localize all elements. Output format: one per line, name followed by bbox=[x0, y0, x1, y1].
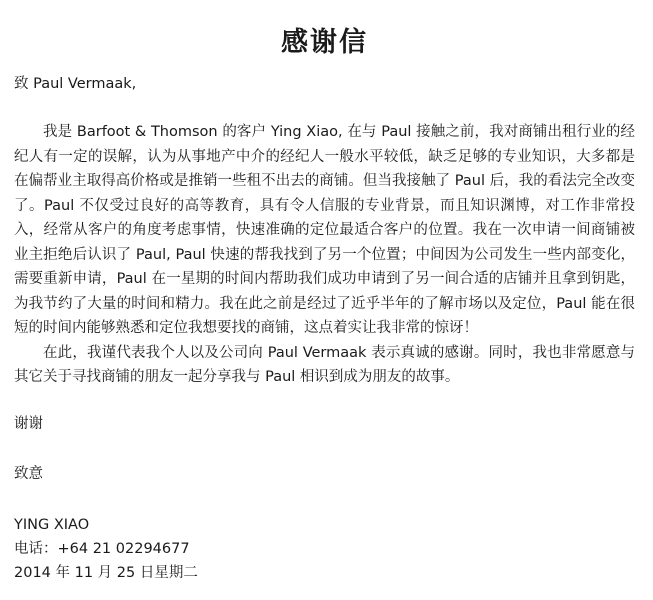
signature-name: YING XIAO bbox=[14, 516, 90, 533]
salutation: 致 Paul Vermaak, bbox=[14, 76, 137, 92]
closing-thanks: 谢谢 bbox=[14, 415, 43, 432]
letter-date: 2014 年 11 月 25 日星期二 bbox=[14, 564, 198, 581]
phone-number: 电话：+64 21 02294677 bbox=[14, 540, 190, 557]
closing-regards: 致意 bbox=[14, 465, 43, 482]
body-paragraph-2: 在此，我谨代表我个人以及公司向 Paul Vermaak 表示真诚的感谢。同时，我也非常愿意与其它关于寻找商铺的朋友一起分享我与 Paul 相识到成为朋友的故事。 bbox=[14, 344, 635, 385]
letter-body bbox=[14, 120, 635, 390]
body-paragraph-1: 我是 Barfoot & Thomson 的客户 Ying Xiao, 在与 Paul 接触之前，我对商铺出租行业的经纪人有一定的误解，认为从事地产中介的经纪人一般水平较低，缺乏足够的专业知识，大多都是在偏帮业主取得高价格或是推销一些租不出去的商铺。但当我接触了 Paul 后，我的看法完全改变了。Paul 不仅受过良好的高等教育，具有令人信服的专业背景，而且知识渊博，对工作非常投入，经常从客户的角度考虑事情，快速准确的定位最适合客户的位置。我在一次申请一间商铺被业主拒绝后认识了 Paul, Paul 快速的帮我找到了另一个位置；中间因为公司发生一些内部变化，需要重新申请，Paul 在一星期的时间内帮助我们成功申请到了另一间合适的店铺并且拿到钥匙，为我节约了大量的时间和精力。我在此之前是经过了近乎半年的了解市场以及定位，Paul 能在很短的时间内能够熟悉和定位我想要找的商铺，这点着实让我非常的惊讶！ bbox=[14, 124, 635, 336]
letter-title: 感谢信 bbox=[281, 27, 368, 58]
signature-block bbox=[14, 513, 635, 585]
